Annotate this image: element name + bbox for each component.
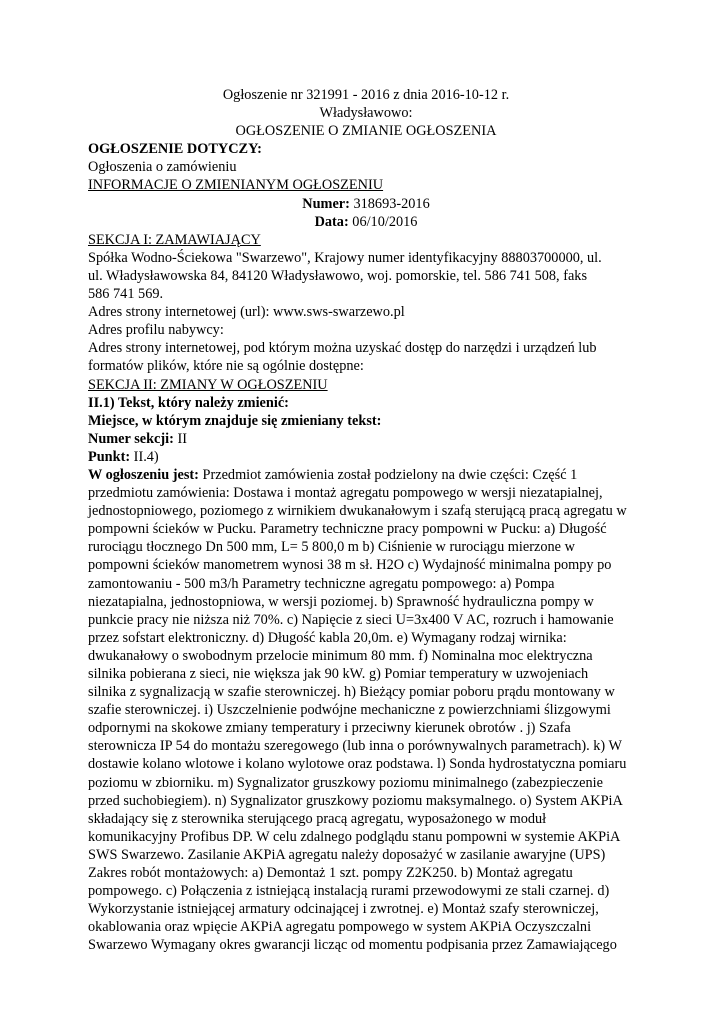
info-numer-value: 318693-2016 <box>349 195 430 212</box>
section2-heading: SEKCJA II: ZMIANY W OGŁOSZENIU <box>88 376 328 393</box>
section1-line: Adres strony internetowej, pod którym można uzyskać dostęp do narzędzi i urządzeń lub <box>88 340 597 357</box>
dotyczy-heading: OGŁOSZENIE DOTYCZY: <box>88 141 262 158</box>
body-line: sterownicza IP 54 do montażu szeregowego (lub inna o porównywalnych parametrach). k) W <box>88 738 622 755</box>
section1-heading: SEKCJA I: ZAMAWIAJĄCY <box>88 231 261 248</box>
numer-sekcji-line <box>88 430 644 448</box>
body-line <box>88 466 644 484</box>
dotyczy-value: Ogłoszenia o zamówieniu <box>88 159 237 176</box>
body-line: zamontowaniu - 500 m3/h Parametry techniczne agregatu pompowego: a) Pompa <box>88 575 555 592</box>
body-line: dostawie kolano wlotowe i kolano wylotowe oraz podstawa. l) Sonda hydrostatyczna pomiaru <box>88 756 627 773</box>
section1-line: ul. Władysławowska 84, 84120 Władysławowo, woj. pomorskie, tel. 586 741 508, faks <box>88 267 588 284</box>
body-line: dwukanałowy o swobodnym przelocie minimum 80 mm. f) Nominalna moc elektryczna <box>88 647 593 664</box>
notice-title: OGŁOSZENIE O ZMIANIE OGŁOSZENIA <box>235 123 497 140</box>
info-data-label: Data: <box>314 213 349 230</box>
body-line: poziomu w zbiorniku. m) Sygnalizator gruszkowy poziomu minimalnego (zabezpieczenie <box>88 774 603 791</box>
body-line: Wykorzystanie istniejącej armatury odcinającej i zwrotnej. e) Montaż szafy sterowniczej, <box>88 901 599 918</box>
notice-number-line: Ogłoszenie nr 321991 - 2016 z dnia 2016-10-12 r. <box>222 87 510 103</box>
info-data-value: 06/10/2016 <box>348 213 418 230</box>
body-line: przedmiotu zamówienia: Dostawa i montaż agregatu pompowego w wersji niezatapialnej, <box>88 485 603 502</box>
info-numer-label: Numer: <box>302 195 350 212</box>
body-line: SWS Swarzewo. Zasilanie AKPiA agregatu należy doposażyć w zasilanie awaryjne (UPS) <box>88 846 606 863</box>
body-line: silnika z sygnalizacją w szafie sterowniczej. h) Bieżący pomiar poboru prądu montowany w <box>88 684 615 701</box>
body-text: Przedmiot zamówienia został podzielony na dwie części: Część 1 <box>198 466 578 483</box>
body-line: jednostopniowego, poziomego z wirnikiem dwukanałowym i szafą sterującą pracą agregatu w <box>88 503 627 520</box>
info-heading: INFORMACJE O ZMIENIANYM OGŁOSZENIU <box>88 177 384 194</box>
body-line: szafie sterowniczej. i) Uszczelnienie podwójne mechaniczne z powierzchniami ślizgowymi <box>88 702 611 719</box>
section2-sub2: Miejsce, w którym znajduje się zmieniany tekst: <box>88 412 382 429</box>
body-line: pompowni ścieków w Pucku. Parametry techniczne pracy pompowni w Pucku: a) Długość <box>88 521 607 538</box>
body-line: pompowego. c) Połączenia z istniejącą instalacją rurami przewodowymi ze stali czarnej. d) <box>88 883 610 900</box>
info-data-line <box>88 213 644 231</box>
section1-line: 586 741 569. <box>88 286 164 303</box>
section1-line: Adres strony internetowej (url): www.sws-swarzewo.pl <box>88 304 405 321</box>
body-line: odpornymi na skokowe zmiany temperatury i przeciwny kierunek obrotów . j) Szafa <box>88 720 571 737</box>
body-line: komunikacyjny Profibus DP. W celu zdalnego podglądu stanu pompowni w systemie AKPiA <box>88 828 621 845</box>
w-ogloszeniu-label: W ogłoszeniu jest: <box>88 466 199 483</box>
punkt-value: II.4) <box>130 448 159 465</box>
body-line: pompowni ścieków manometrem wynosi 38 m sł. H2O c) Wydajność minimalna pompy po <box>88 557 612 574</box>
body-line: przez sofstart elektroniczny. d) Długość kabla 20,0m. e) Wymagany rodzaj wirnika: <box>88 629 567 646</box>
body-line: Swarzewo Wymagany okres gwarancji licząc od momentu podpisania przez Zamawiającego <box>88 937 617 954</box>
info-numer-line <box>88 195 644 213</box>
body-line: składający się z sterownika sterującego pracą agregatu, wyposażonego w moduł <box>88 810 547 827</box>
section1-line: Adres profilu nabywcy: <box>88 322 224 339</box>
body-line: przed suchobiegiem). n) Sygnalizator gruszkowy poziomu maksymalnego. o) System AKPiA <box>88 792 623 809</box>
body-line: punkcie pracy nie niższa niż 70%. c) Napięcie z sieci U=3x400 V AC, rozruch i hamowanie <box>88 611 614 628</box>
body-line: silnika pobierana z sieci, nie większa jak 90 kW. g) Pomiar temperatury w uzwojeniach <box>88 666 589 682</box>
punkt-label: Punkt: <box>88 448 131 465</box>
numer-sekcji-value: II <box>173 430 188 447</box>
body-line: okablowania oraz wpięcie AKPiA agregatu pompowego w system AKPiA Oczyszczalni <box>88 919 592 936</box>
section1-line: formatów plików, które nie są ogólnie dostępne: <box>88 358 364 375</box>
punkt-line <box>88 448 644 466</box>
body-line: Zakres robót montażowych: a) Demontaż 1 szt. pompy Z2K250. b) Montaż agregatu <box>88 865 573 882</box>
section1-line: Spółka Wodno-Ściekowa "Swarzewo", Krajowy numer identyfikacyjny 88803700000, ul. <box>88 249 602 266</box>
body-line: niezatapialna, jednostopniowa, w wersji poziomej. b) Sprawność hydrauliczna pompy w <box>88 593 594 610</box>
section2-sub1: II.1) Tekst, który należy zmienić: <box>88 394 289 411</box>
notice-location: Władysławowo: <box>319 105 413 122</box>
numer-sekcji-label: Numer sekcji: <box>88 430 174 447</box>
body-line: rurociągu tłocznego Dn 500 mm, L= 5 800,0 m b) Ciśnienie w rurociągu mierzone w <box>88 539 575 556</box>
notice-document <box>88 86 644 955</box>
